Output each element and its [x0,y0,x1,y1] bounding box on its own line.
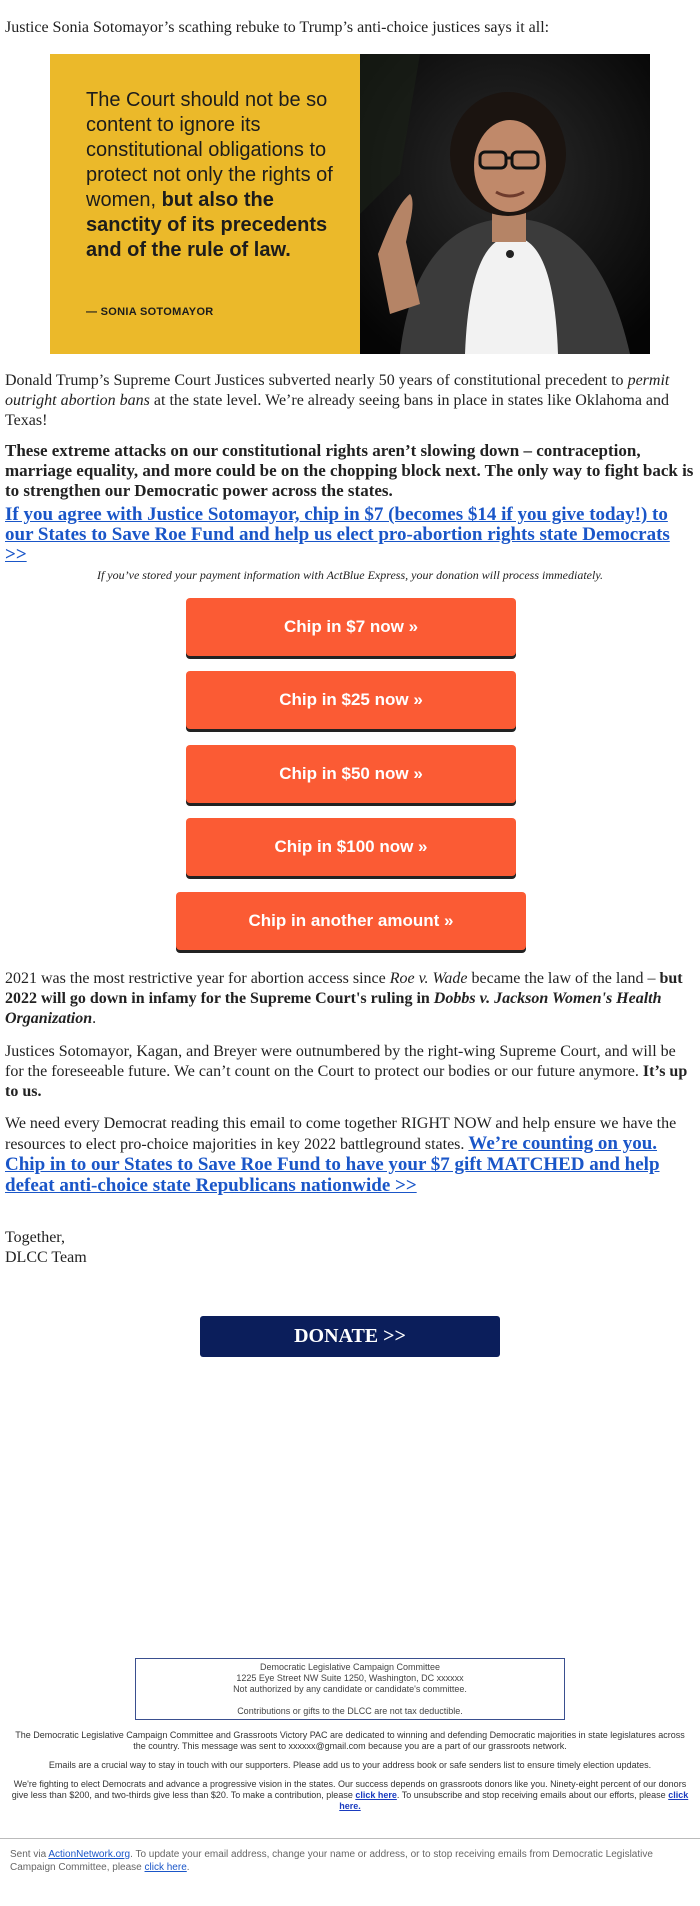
paragraph-justices [5,1042,695,1102]
footer-tax-note: Contributions or gifts to the DLCC are not tax deductible. [237,1706,463,1716]
portrait-illustration [360,54,650,354]
intro-text: Justice Sonia Sotomayor’s scathing rebuke to Trump’s anti-choice justices says it all: [5,19,550,36]
p5-text: We need every Democrat reading this email to come together RIGHT NOW and help ensure we have the resources to elect pro-choice majorities in key 2022 battleground states. [5,1115,677,1153]
sign-line-1: Together, [5,1229,65,1246]
donate-button[interactable]: DONATE >> [200,1316,500,1357]
chip-in-7-button[interactable]: Chip in $7 now » [186,598,516,656]
paragraph-trump-justices [5,371,695,431]
p1-text-a: Donald Trump’s Supreme Court Justices subverted nearly 50 years of constitutional precedent to [5,372,628,389]
paragraph-2021 [5,969,695,1029]
p3-dobbs: Dobbs v. Jackson Women's Health Organization [5,990,662,1027]
contribute-click-here-link[interactable]: click here [355,1790,397,1800]
quote-plain: The Court should not be so content to ignore its constitutional obligations to protect not only the rights of women, [86,89,333,211]
p3-text-b: became the law of the land – [467,970,660,987]
p4-bold: It’s up to us. [5,1063,688,1100]
footer-donors-text-b: . To unsubscribe and stop receiving emails about our efforts, please [396,1790,669,1800]
actionnetwork-link[interactable]: ActionNetwork.org [48,1849,131,1860]
paragraph-every-democrat [5,1114,695,1197]
paragraph-attacks: These extreme attacks on our constitutional rights aren’t slowing down – contraception, marriage equality, and more could be on the chopping block next. The only way to fight back is to strengthen our Democratic power across the states. [5,441,694,500]
footer-address-box [135,1658,565,1720]
quote-panel [50,54,360,354]
footer-donors [10,1779,690,1812]
quote-text [86,88,346,263]
chip-in-100-button[interactable]: Chip in $100 now » [186,818,516,876]
sent-via-note [10,1848,680,1874]
chip-in-25-button[interactable]: Chip in $25 now » [186,671,516,729]
footer-authorization: Not authorized by any candidate or candidate's committee. [233,1684,467,1694]
p3-bold: but 2022 will go down in infamy for the Supreme Court's ruling in [5,970,683,1007]
footer-org-name: Democratic Legislative Campaign Committee [259,1662,441,1672]
p3-end: . [92,1010,97,1027]
footer-emails-note: Emails are a crucial way to stay in touch with our supporters. Please add us to your address book or safe senders list to ensure timely election updates. [48,1760,652,1770]
matched-gift-link[interactable]: We’re counting on you. Chip in to our States to Save Roe Fund to have your $7 gift MATCHED and help defeat anti-choice state Republicans nationwide >> [5,1133,660,1196]
actblue-note: If you’ve stored your payment information with ActBlue Express, your donation will process immediately. [96,568,604,582]
quote-bold: but also the sanctity of its precedents and of the rule of law. [86,189,328,261]
chip-in-50-button[interactable]: Chip in $50 now » [186,745,516,803]
footer-divider [0,1838,700,1839]
sent-text-b: . To update your email address, change your name or address, or to stop receiving emails from Democratic Legislative Campaign Committee, please [10,1849,653,1873]
footer-mission: The Democratic Legislative Campaign Committee and Grassroots Victory PAC are dedicated to winning and defending Democratic majorities in state legislatures across the country. This message was sent to xxxxxx@gmail.com because you are a part of our grassroots network. [15,1730,685,1751]
unsubscribe-click-here-link[interactable]: click here. [339,1790,689,1811]
p3-roe: Roe v. Wade [389,970,468,987]
p1-italic: permit outright abortion bans [5,372,670,409]
signature [5,1228,87,1268]
p4-text: Justices Sotomayor, Kagan, and Breyer were outnumbered by the right-wing Supreme Court, and will be for the foreseeable future. We can’t count on the Court to protect our bodies or our future anymore. [5,1043,676,1080]
sign-line-2: DLCC Team [5,1249,87,1266]
update-email-click-here-link[interactable]: click here [144,1862,187,1873]
p1-text-b: at the state level. We’re already seeing bans in place in states like Oklahoma and Texas! [5,392,670,429]
sotomayor-photo [360,54,650,354]
sent-text-c: . [186,1862,190,1873]
chip-in-other-amount-button[interactable]: Chip in another amount » [176,892,526,950]
sent-text-a: Sent via [10,1849,49,1860]
quote-attribution: — SONIA SOTOMAYOR [86,306,214,318]
chip-in-7-link[interactable]: If you agree with Justice Sotomayor, chip in $7 (becomes $14 if you give today!) to our States to Save Roe Fund and help us elect pro-abortion rights state Democrats >> [5,504,670,565]
quote-image [50,54,650,354]
footer-address: 1225 Eye Street NW Suite 1250, Washington, DC xxxxxx [236,1673,464,1683]
p3-text-a: 2021 was the most restrictive year for abortion access since [5,970,390,987]
footer-donors-text-a: We're fighting to elect Democrats and advance a progressive vision in the states. Our success depends on grassroots donors like you. Ninety-eight percent of our donors give less than $200, and two-thirds give less than $20. To make a contribution, please [11,1779,687,1800]
